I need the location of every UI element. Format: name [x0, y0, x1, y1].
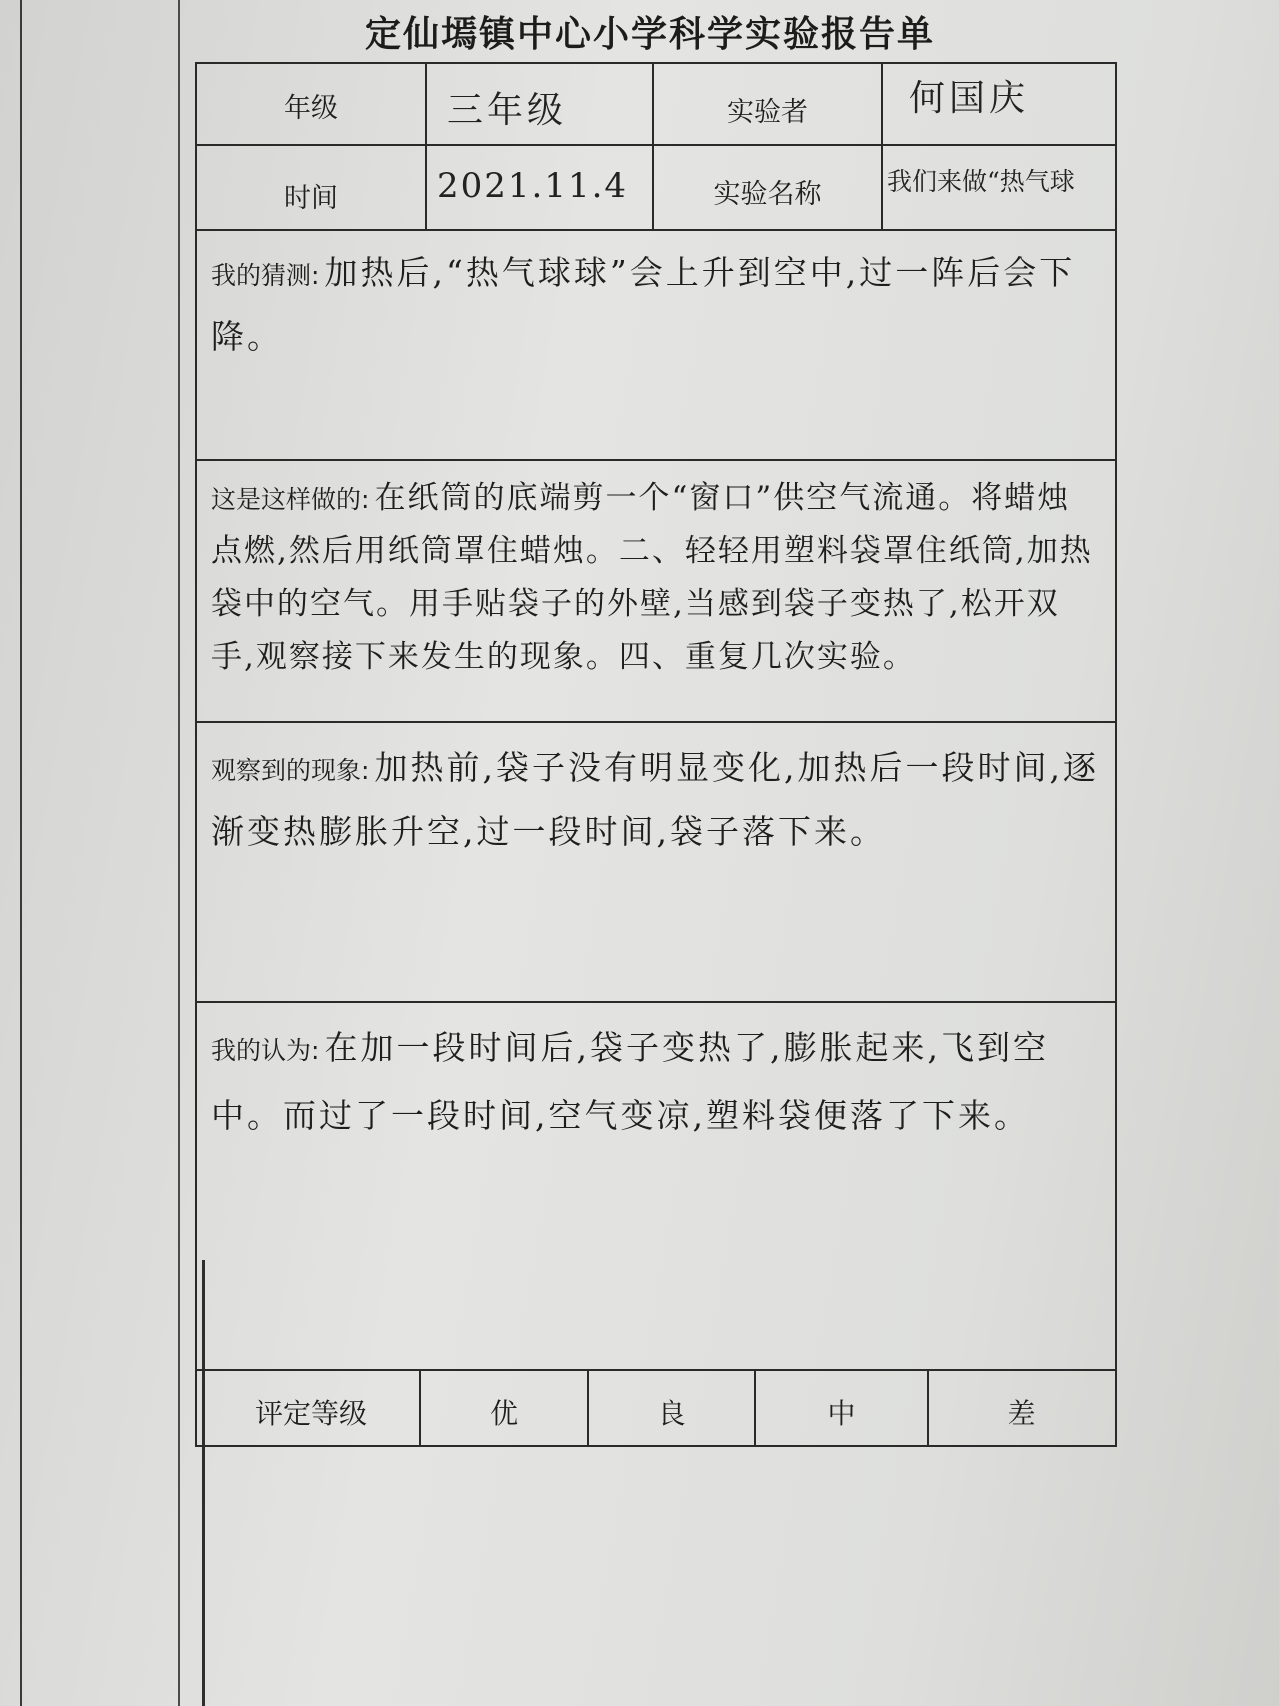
grade-label: 年级 [284, 93, 338, 124]
col-divider [881, 64, 883, 229]
rating-level-excellent: 优 [489, 1397, 518, 1430]
rating-level-poor: 差 [1007, 1397, 1036, 1430]
conclusion-text: 在加一段时间后,袋子变热了,膨胀起来,飞到空中。而过了一段时间,空气变凉,塑料袋便落了下来。 [211, 1028, 1050, 1135]
time-label: 时间 [284, 183, 338, 214]
rating-level-fair: 中 [827, 1397, 856, 1430]
method-text: 在纸筒的底端剪一个“窗口”供空气流通。将蜡烛点燃,然后用纸筒罩住蜡烛。二、轻轻用塑料袋罩住纸筒,加热袋中的空气。用手贴袋子的外壁,当感到袋子变热了,松开双手,观察接下来发生的现象。四、重复几次实验。 [211, 480, 1093, 675]
report-form [195, 62, 1117, 1447]
guess-text: 加热后,“热气球球”会上升到空中,过一阵后会下降。 [211, 253, 1076, 356]
observation-text: 加热前,袋子没有明显变化,加热后一段时间,逐渐变热膨胀升空,过一段时间,袋子落下来。 [211, 748, 1100, 851]
guess-section [211, 244, 1099, 372]
report-title: 定仙墕镇中心小学科学实验报告单 [364, 14, 935, 55]
row-divider [197, 1001, 1115, 1003]
row-divider [197, 1369, 1115, 1371]
row-divider [197, 229, 1115, 231]
experiment-name-value: 我们来做“热气球 [887, 167, 1075, 196]
rating-label: 评定等级 [254, 1397, 367, 1430]
guess-label: 我的猜测: [211, 261, 320, 290]
conclusion-section [211, 1017, 1099, 1153]
grade-value: 三年级 [447, 90, 568, 131]
margin-line [20, 0, 22, 1706]
margin-line [178, 0, 180, 1706]
conclusion-label: 我的认为: [211, 1036, 320, 1065]
experimenter-label: 实验者 [727, 97, 808, 128]
experiment-name-label: 实验名称 [713, 179, 822, 210]
method-label: 这是这样做的: [211, 485, 370, 514]
rating-level-good: 良 [657, 1397, 686, 1430]
row-divider [197, 459, 1115, 461]
experimenter-value: 何国庆 [909, 78, 1030, 119]
col-divider [425, 64, 427, 229]
method-section [211, 474, 1099, 686]
row-divider [197, 144, 1115, 146]
observation-section [211, 739, 1099, 867]
observation-label: 观察到的现象: [211, 756, 370, 785]
time-value: 2021.11.4 [437, 166, 629, 206]
row-divider [197, 721, 1115, 723]
